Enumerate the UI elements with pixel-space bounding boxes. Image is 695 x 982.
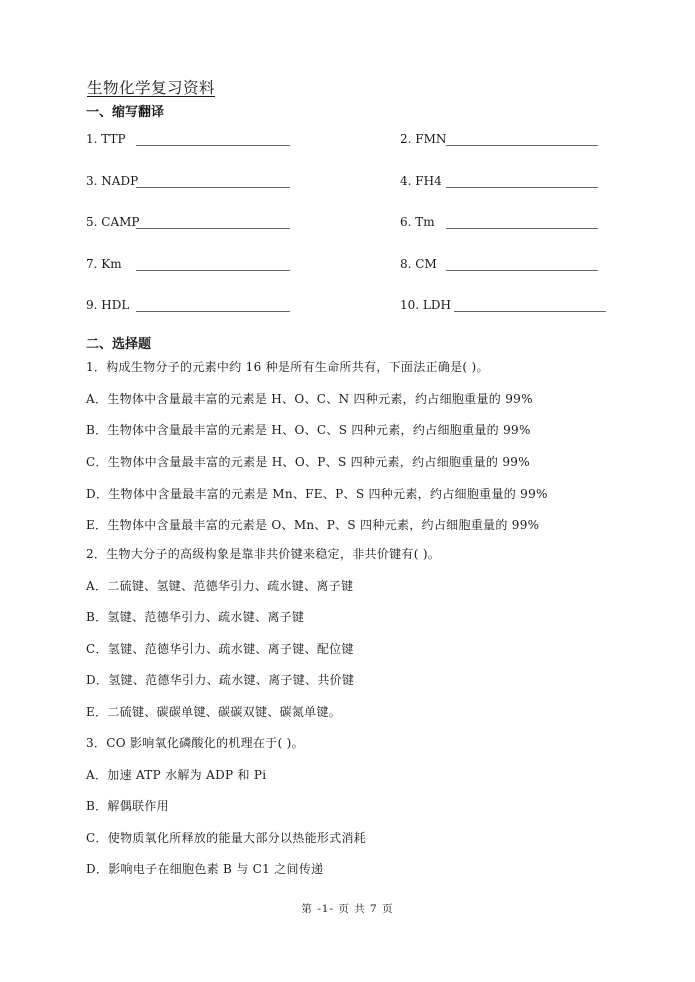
answer-option: C．生物体中含量最丰富的元素是 H、O、P、S 四种元素，约占细胞重量的 99%	[86, 455, 530, 469]
abbr-term: CAMP	[101, 215, 140, 229]
page-number-footer: 第 -1- 页 共 7 页	[301, 903, 394, 915]
answer-blank[interactable]	[136, 133, 290, 146]
abbr-item: 6. Tm	[400, 215, 598, 229]
abbr-term: FH4	[415, 174, 442, 188]
abbr-item: 10. LDH	[400, 298, 606, 312]
answer-option: A．生物体中含量最丰富的元素是 H、O、C、N 四种元素，约占细胞重量的 99%	[86, 392, 533, 406]
question-stem: 1．构成生物分子的元素中约 16 种是所有生命所共有，下面法正确是( )。	[86, 360, 489, 374]
abbr-term: Km	[101, 257, 122, 271]
abbr-term: HDL	[101, 298, 130, 312]
answer-blank[interactable]	[446, 175, 598, 188]
abbr-term: LDH	[422, 298, 451, 312]
answer-option: C．使物质氧化所释放的能量大部分以热能形式消耗	[86, 831, 367, 845]
answer-blank[interactable]	[446, 258, 598, 271]
answer-blank[interactable]	[136, 175, 290, 188]
answer-blank[interactable]	[446, 216, 598, 229]
document-title: 生物化学复习资料	[87, 79, 216, 97]
abbr-term: Tm	[415, 215, 435, 229]
answer-blank[interactable]	[136, 258, 290, 271]
abbr-item: 3. NADP	[86, 174, 290, 188]
answer-option: E．二硫键、碳碳单键、碳碳双键、碳氮单键。	[86, 705, 342, 719]
abbr-term: FMN	[415, 132, 447, 146]
answer-blank[interactable]	[136, 216, 290, 229]
answer-option: E．生物体中含量最丰富的元素是 O、Mn、P、S 四种元素，约占细胞重量的 99%	[86, 518, 540, 532]
answer-option: B．生物体中含量最丰富的元素是 H、O、C、S 四种元素，约占细胞重量的 99%	[86, 423, 531, 437]
section-heading-multiple-choice: 二、选择题	[86, 337, 152, 352]
answer-blank[interactable]	[454, 299, 606, 312]
answer-option: D．生物体中含量最丰富的元素是 Mn、FE、P、S 四种元素，约占细胞重量的 99%	[86, 487, 548, 501]
question-stem: 3．CO 影响氧化磷酸化的机理在于( )。	[86, 736, 304, 750]
answer-option: D．影响电子在细胞色素 B 与 C1 之间传递	[86, 862, 324, 876]
answer-option: B．解偶联作用	[86, 799, 169, 813]
answer-option: A．加速 ATP 水解为 ADP 和 Pi	[86, 768, 267, 782]
abbr-item: 7. Km	[86, 257, 290, 271]
abbr-item: 2. FMN	[400, 132, 598, 146]
answer-blank[interactable]	[136, 299, 290, 312]
answer-option: D．氢键、范德华引力、疏水键、离子键、共价键	[86, 673, 355, 687]
abbr-item: 5. CAMP	[86, 215, 290, 229]
abbr-item: 9. HDL	[86, 298, 290, 312]
answer-option: B．氢键、范德华引力、疏水键、离子键	[86, 610, 305, 624]
abbr-term: NADP	[101, 174, 139, 188]
question-stem: 2．生物大分子的高级构象是靠非共价键来稳定，非共价键有( )。	[86, 547, 441, 561]
abbr-item: 4. FH4	[400, 174, 598, 188]
abbr-term: TTP	[101, 132, 126, 146]
section-heading-abbreviations: 一、缩写翻译	[86, 105, 165, 120]
answer-option: C．氢键、范德华引力、疏水键、离子键、配位键	[86, 642, 354, 656]
answer-blank[interactable]	[446, 133, 598, 146]
abbr-item: 1. TTP	[86, 132, 290, 146]
abbr-term: CM	[415, 257, 437, 271]
answer-option: A．二硫键、氢键、范德华引力、疏水键、离子键	[86, 579, 354, 593]
abbr-item: 8. CM	[400, 257, 598, 271]
